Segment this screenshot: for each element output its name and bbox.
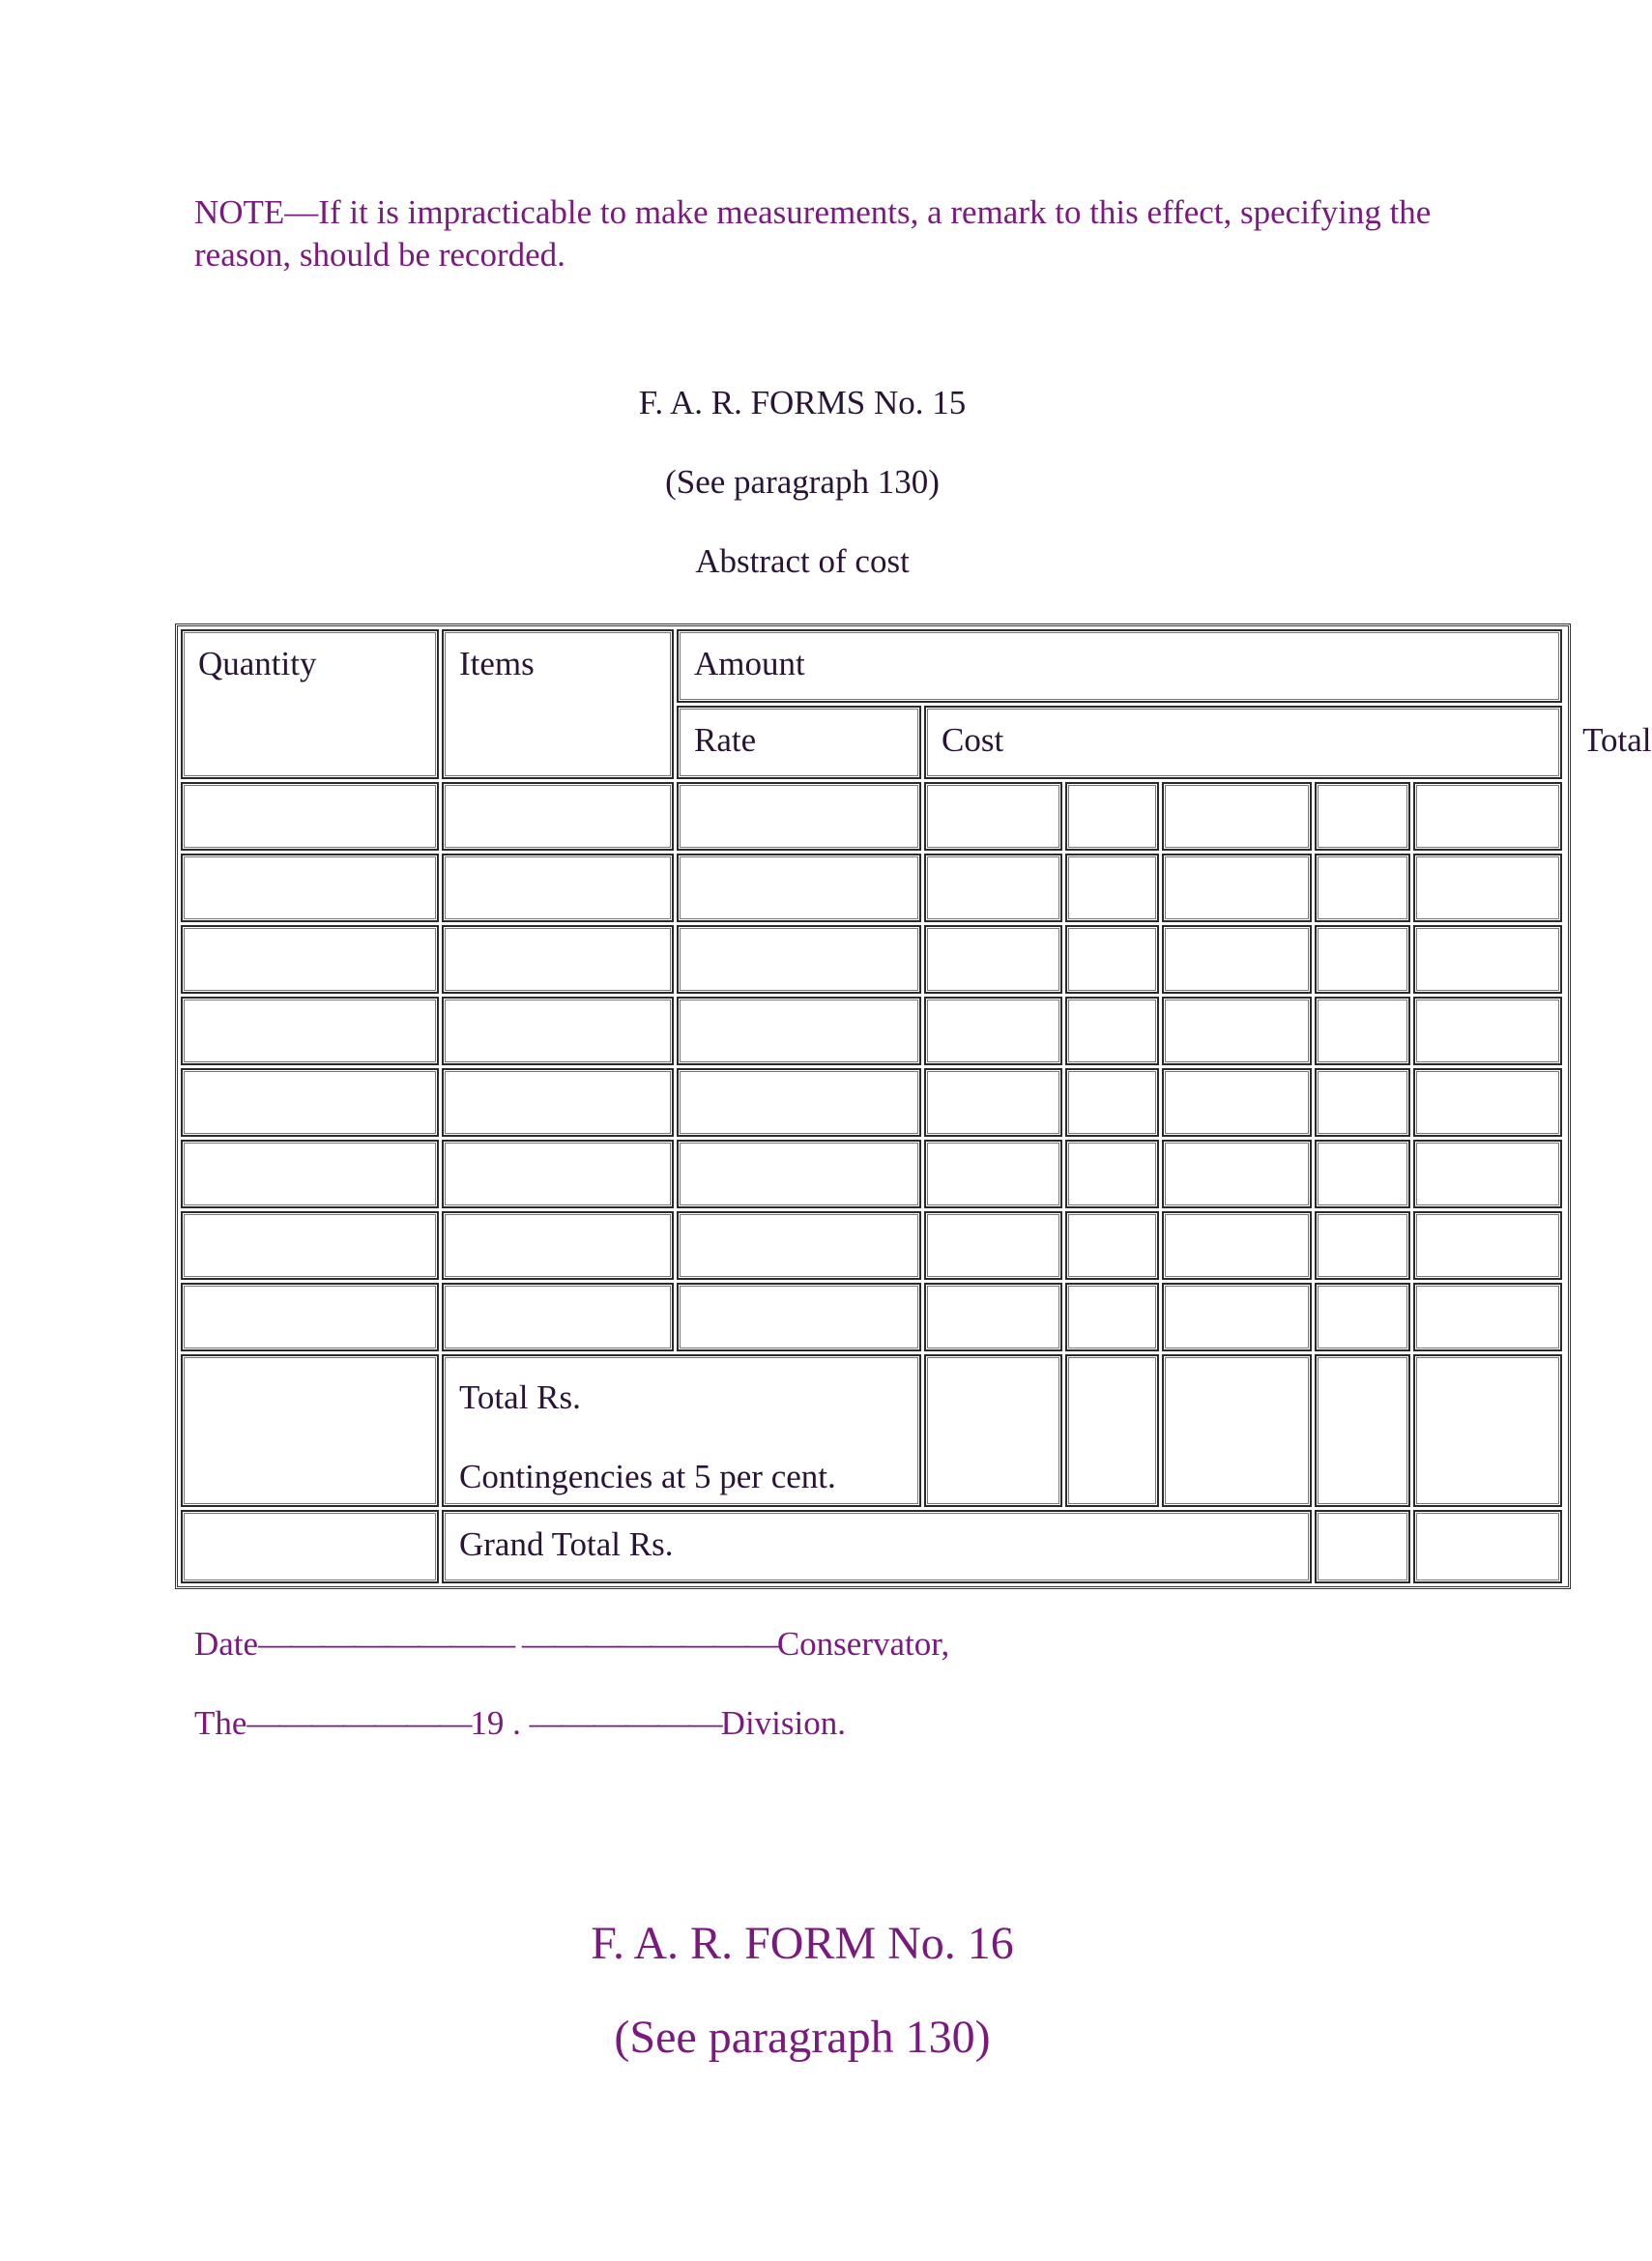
table-row <box>181 1140 1565 1208</box>
table-cell <box>924 925 1062 994</box>
table-cell <box>181 782 439 851</box>
table-cell <box>1162 1211 1312 1280</box>
year-label: 19 . <box>470 1704 521 1742</box>
table-cell <box>442 1283 674 1351</box>
table-cell <box>1065 997 1159 1065</box>
table-cell <box>1413 1283 1562 1351</box>
table-cell <box>442 854 674 922</box>
table-cell <box>442 997 674 1065</box>
table-cell <box>1413 997 1562 1065</box>
table-cell <box>1413 1068 1562 1137</box>
grand-total-label: Grand Total Rs. <box>442 1510 1312 1583</box>
table-cell <box>1413 1140 1562 1208</box>
date-label: Date <box>194 1625 259 1663</box>
table-cell <box>1413 782 1562 851</box>
table-cell <box>442 1140 674 1208</box>
form-15-title: F. A. R. FORMS No. 15 <box>638 384 967 421</box>
table-cell <box>1413 1510 1562 1583</box>
table-cell <box>1162 782 1312 851</box>
table-cell <box>181 1283 439 1351</box>
header-cost: Cost <box>924 706 1562 779</box>
table-cell <box>1065 1068 1159 1137</box>
table-cell <box>181 1510 439 1583</box>
the-label: The <box>194 1704 247 1742</box>
table-cell <box>1065 782 1159 851</box>
header-rate: Rate <box>677 706 921 779</box>
table-cell <box>677 997 921 1065</box>
blank-line: ———————— <box>258 1625 514 1663</box>
table-cell <box>1315 1510 1410 1583</box>
form-16-title: F. A. R. FORM No. 16 <box>591 1918 1014 1969</box>
table-row <box>181 1211 1565 1280</box>
table-cell <box>181 1211 439 1280</box>
table-cell <box>924 1354 1062 1507</box>
table-row <box>181 782 1565 851</box>
header-items: Items <box>442 629 674 779</box>
table-row <box>181 925 1565 994</box>
contingencies-label: Contingencies at 5 per cent. <box>459 1458 836 1495</box>
table-cell <box>1162 925 1312 994</box>
table-cell <box>1315 997 1410 1065</box>
table-cell <box>181 854 439 922</box>
table-cell <box>442 782 674 851</box>
table-row <box>181 1068 1565 1137</box>
table-cell <box>1065 1283 1159 1351</box>
table-cell <box>677 1068 921 1137</box>
header-quantity: Quantity <box>181 629 439 779</box>
table-cell <box>1315 1283 1410 1351</box>
table-cell <box>1413 925 1562 994</box>
date-signature-line <box>194 1625 949 1664</box>
table-cell <box>1315 1068 1410 1137</box>
table-cell <box>1413 1354 1562 1507</box>
table-cell <box>1162 1283 1312 1351</box>
table-cell <box>1315 925 1410 994</box>
form-16-paragraph-ref: (See paragraph 130) <box>614 2012 991 2063</box>
table-cell <box>677 854 921 922</box>
table-cell <box>924 1211 1062 1280</box>
table-cell <box>1162 854 1312 922</box>
header-amount: Amount <box>677 629 1562 703</box>
table-cell <box>1065 1211 1159 1280</box>
note-text: NOTE—If it is impracticable to make measurements, a remark to this effect, specifying the reason, should be recorded. <box>194 193 1432 274</box>
blank-line: —————— <box>529 1704 721 1742</box>
table-cell <box>181 997 439 1065</box>
table-cell <box>442 925 674 994</box>
table-cell <box>181 1354 439 1507</box>
table-cell <box>924 782 1062 851</box>
table-cell <box>677 1283 921 1351</box>
table-cell <box>181 1068 439 1137</box>
table-cell <box>1413 1211 1562 1280</box>
table-cell <box>924 1283 1062 1351</box>
form-15-paragraph-ref: (See paragraph 130) <box>665 463 940 501</box>
table-cell <box>677 782 921 851</box>
table-cell <box>677 925 921 994</box>
blank-line: ———————— <box>521 1625 777 1663</box>
table-row <box>181 854 1565 922</box>
table-cell <box>1162 1354 1312 1507</box>
table-cell <box>924 1068 1062 1137</box>
table-cell <box>1065 925 1159 994</box>
table-cell <box>924 997 1062 1065</box>
table-cell <box>1315 1140 1410 1208</box>
conservator-label: Conservator, <box>776 1625 950 1663</box>
table-cell <box>442 1211 674 1280</box>
header-row <box>181 629 1565 703</box>
form-15-caption: Abstract of cost <box>695 542 910 580</box>
table-cell <box>1413 854 1562 922</box>
table-cell <box>677 1140 921 1208</box>
totals-label-cell <box>442 1354 921 1507</box>
total-rs-label: Total Rs. <box>459 1378 581 1416</box>
blank-line: ——————— <box>246 1704 471 1742</box>
abstract-of-cost-table <box>175 623 1652 1589</box>
grand-total-row <box>181 1510 1565 1583</box>
table-cell <box>181 925 439 994</box>
table-cell <box>442 1068 674 1137</box>
table-cell <box>924 854 1062 922</box>
table-cell <box>1065 854 1159 922</box>
table-row <box>181 1283 1565 1351</box>
subheader-row: Rate Cost Total <box>181 706 1565 779</box>
table-cell <box>1065 1140 1159 1208</box>
table-cell <box>1162 1140 1312 1208</box>
table-row <box>181 997 1565 1065</box>
table-cell <box>924 1140 1062 1208</box>
table-cell <box>1315 1354 1410 1507</box>
division-signature-line <box>194 1704 846 1743</box>
table-cell <box>1315 782 1410 851</box>
table-cell <box>677 1211 921 1280</box>
table-cell <box>1315 854 1410 922</box>
totals-row <box>181 1354 1565 1507</box>
table-cell <box>1065 1354 1159 1507</box>
table-cell <box>1162 997 1312 1065</box>
division-label: Division. <box>720 1704 846 1742</box>
table-cell <box>1315 1211 1410 1280</box>
table-cell <box>1162 1068 1312 1137</box>
table-cell <box>181 1140 439 1208</box>
